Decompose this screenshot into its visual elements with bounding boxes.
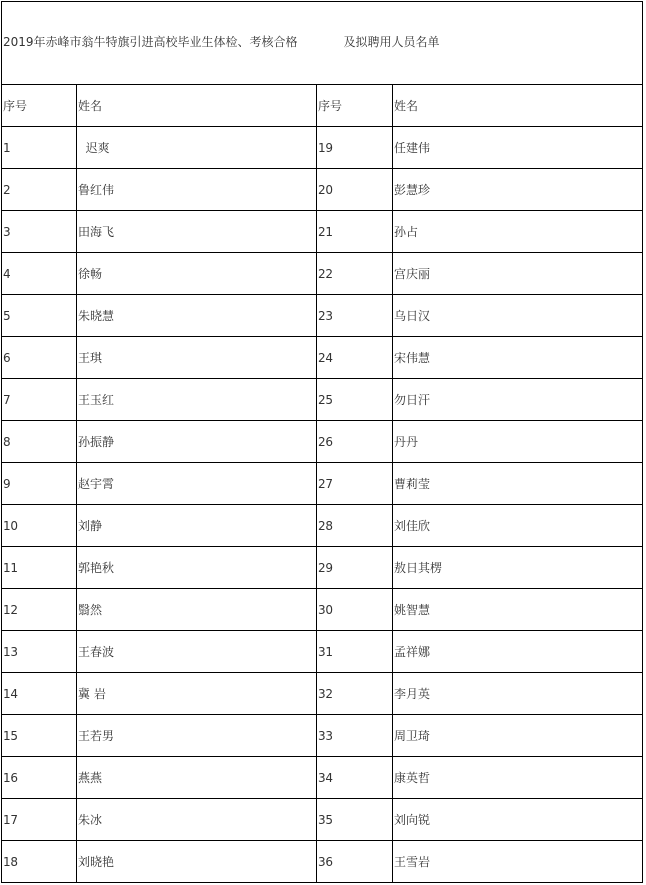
seq-left-cell: 9 <box>2 463 77 505</box>
table-row <box>2 253 643 295</box>
table-row <box>2 463 643 505</box>
table-row <box>2 337 643 379</box>
name-left-cell: 王玉红 <box>77 379 317 421</box>
name-left-cell: 刘静 <box>77 505 317 547</box>
seq-right-cell: 19 <box>317 127 393 169</box>
name-right-cell: 刘佳欣 <box>393 505 643 547</box>
seq-right-cell: 36 <box>317 841 393 883</box>
name-left-cell: 王春波 <box>77 631 317 673</box>
table-row <box>2 127 643 169</box>
table-row <box>2 631 643 673</box>
seq-left-cell: 3 <box>2 211 77 253</box>
name-right-cell: 乌日汉 <box>393 295 643 337</box>
seq-right-cell: 20 <box>317 169 393 211</box>
name-left-cell: 王琪 <box>77 337 317 379</box>
name-right-cell: 曹莉莹 <box>393 463 643 505</box>
name-right-cell: 姚智慧 <box>393 589 643 631</box>
name-right-cell: 孟祥娜 <box>393 631 643 673</box>
table-row <box>2 169 643 211</box>
seq-right-cell: 24 <box>317 337 393 379</box>
table-row <box>2 421 643 463</box>
name-right-cell: 康英哲 <box>393 757 643 799</box>
header-seq-right: 序号 <box>317 85 393 127</box>
table-row <box>2 757 643 799</box>
name-left-cell: 翳然 <box>77 589 317 631</box>
seq-left-cell: 14 <box>2 673 77 715</box>
name-left-cell: 徐畅 <box>77 253 317 295</box>
table-row <box>2 211 643 253</box>
seq-left-cell: 2 <box>2 169 77 211</box>
seq-left-cell: 1 <box>2 127 77 169</box>
name-right-cell: 彭慧珍 <box>393 169 643 211</box>
table-row <box>2 715 643 757</box>
name-right-cell: 李月英 <box>393 673 643 715</box>
header-name-left: 姓名 <box>77 85 317 127</box>
name-right-cell: 宫庆丽 <box>393 253 643 295</box>
table-row <box>2 295 643 337</box>
document-title <box>2 2 643 85</box>
seq-left-cell: 17 <box>2 799 77 841</box>
seq-right-cell: 22 <box>317 253 393 295</box>
seq-left-cell: 8 <box>2 421 77 463</box>
seq-right-cell: 26 <box>317 421 393 463</box>
name-left-cell: 鲁红伟 <box>77 169 317 211</box>
table-row <box>2 547 643 589</box>
seq-left-cell: 6 <box>2 337 77 379</box>
name-right-cell: 丹丹 <box>393 421 643 463</box>
table-row <box>2 379 643 421</box>
seq-right-cell: 33 <box>317 715 393 757</box>
seq-left-cell: 18 <box>2 841 77 883</box>
seq-left-cell: 16 <box>2 757 77 799</box>
name-right-cell: 王雪岩 <box>393 841 643 883</box>
name-right-cell: 敖日其楞 <box>393 547 643 589</box>
name-right-cell: 任建伟 <box>393 127 643 169</box>
name-left-cell: 刘晓艳 <box>77 841 317 883</box>
seq-right-cell: 34 <box>317 757 393 799</box>
seq-right-cell: 23 <box>317 295 393 337</box>
seq-right-cell: 31 <box>317 631 393 673</box>
table-row <box>2 799 643 841</box>
title-part-b: 及拟聘用人员名单 <box>343 35 440 49</box>
name-right-cell: 孙占 <box>393 211 643 253</box>
seq-left-cell: 15 <box>2 715 77 757</box>
seq-right-cell: 25 <box>317 379 393 421</box>
name-left-cell: 孙振静 <box>77 421 317 463</box>
header-name-right: 姓名 <box>393 85 643 127</box>
header-seq-left: 序号 <box>2 85 77 127</box>
table-row <box>2 673 643 715</box>
table-row <box>2 505 643 547</box>
title-row <box>2 2 643 85</box>
seq-left-cell: 4 <box>2 253 77 295</box>
seq-right-cell: 30 <box>317 589 393 631</box>
name-right-cell: 周卫琦 <box>393 715 643 757</box>
name-left-cell: 郭艳秋 <box>77 547 317 589</box>
name-left-cell: 冀 岩 <box>77 673 317 715</box>
seq-left-cell: 7 <box>2 379 77 421</box>
header-row <box>2 85 643 127</box>
name-left-cell: 赵宇霄 <box>77 463 317 505</box>
seq-right-cell: 21 <box>317 211 393 253</box>
seq-right-cell: 28 <box>317 505 393 547</box>
seq-left-cell: 5 <box>2 295 77 337</box>
seq-right-cell: 35 <box>317 799 393 841</box>
seq-right-cell: 29 <box>317 547 393 589</box>
seq-left-cell: 11 <box>2 547 77 589</box>
table-row <box>2 841 643 883</box>
name-left-cell: 朱冰 <box>77 799 317 841</box>
seq-right-cell: 32 <box>317 673 393 715</box>
seq-left-cell: 13 <box>2 631 77 673</box>
name-right-cell: 勿日汗 <box>393 379 643 421</box>
name-left-cell: 迟爽 <box>77 127 317 169</box>
name-right-cell: 刘向锐 <box>393 799 643 841</box>
roster-table <box>1 1 643 883</box>
seq-left-cell: 10 <box>2 505 77 547</box>
name-left-cell: 燕燕 <box>77 757 317 799</box>
table-row <box>2 589 643 631</box>
seq-right-cell: 27 <box>317 463 393 505</box>
name-left-cell: 田海飞 <box>77 211 317 253</box>
seq-left-cell: 12 <box>2 589 77 631</box>
title-part-a: 2019年赤峰市翁牛特旗引进高校毕业生体检、考核合格 <box>3 35 298 49</box>
name-left-cell: 朱晓慧 <box>77 295 317 337</box>
name-left-cell: 王若男 <box>77 715 317 757</box>
name-right-cell: 宋伟慧 <box>393 337 643 379</box>
